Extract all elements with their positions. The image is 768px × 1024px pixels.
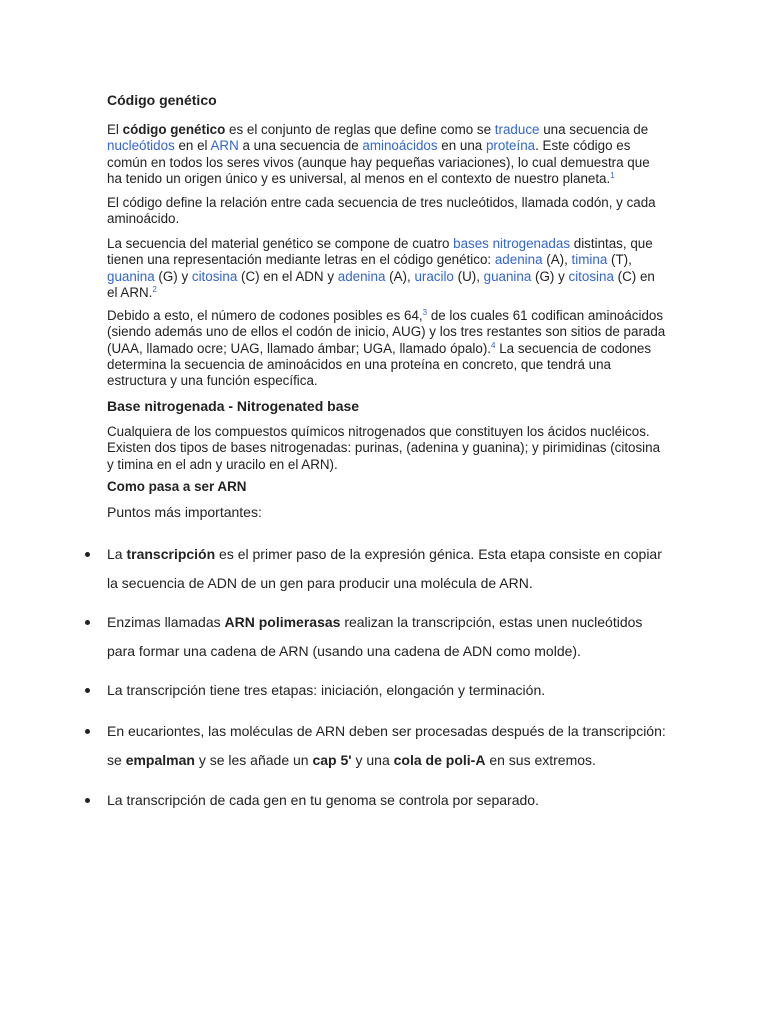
- text: una secuencia de: [539, 122, 649, 137]
- text: en el: [174, 138, 211, 154]
- list-item: [0, 717, 768, 775]
- list-item-text: [107, 717, 667, 775]
- link-adenina-arn[interactable]: adenina: [337, 268, 386, 284]
- text: realizan la transcripción, estas unen nucleótidos para formar una cadena de ARN (usando una cadena de ADN como molde).: [107, 614, 643, 659]
- text: a una secuencia de: [238, 138, 363, 154]
- text: (A),: [542, 252, 572, 268]
- intro-puntos: Puntos más importantes:: [107, 504, 262, 520]
- paragraph-codon-relation: El código define la relación entre cada secuencia de tres nucleótidos, llamada codón, y cada aminoácido.: [107, 195, 656, 227]
- text: (C) en el ADN y: [237, 268, 338, 284]
- text: (G) y: [154, 268, 192, 284]
- link-aminoacidos[interactable]: aminoácidos: [362, 138, 438, 154]
- bullet-icon: [85, 688, 90, 693]
- bold-term: ARN polimerasas: [224, 614, 341, 630]
- text: en una: [437, 138, 486, 154]
- bullet-icon: [85, 620, 90, 625]
- text: (U),: [453, 268, 484, 284]
- text: y una: [351, 752, 394, 768]
- text: de los cuales 61 codifican aminoácidos (siendo además uno de ellos el codón de inicio, AUG) y los tres restantes son sitios de parada (UAA, llamado ocre; UAG, llamado ámbar; UGA, llamado ópalo).: [107, 308, 666, 356]
- list-item-text: [107, 608, 667, 666]
- text: (A),: [385, 268, 415, 284]
- link-traduce[interactable]: traduce: [494, 122, 540, 137]
- link-nucleotidos[interactable]: nucleótidos: [107, 138, 175, 154]
- list-item-text: La transcripción de cada gen en tu genoma se controla por separado.: [107, 792, 539, 808]
- link-arn[interactable]: ARN: [210, 138, 239, 154]
- footnote-ref-2[interactable]: 2: [152, 284, 157, 294]
- bold-term: cola de poli-A: [393, 752, 486, 768]
- text: (T),: [607, 252, 632, 268]
- heading-como-pasa-arn: Como pasa a ser ARN: [107, 479, 247, 494]
- bullet-icon: [85, 729, 90, 734]
- heading-base-nitrogenada: Base nitrogenada - Nitrogenated base: [107, 398, 360, 414]
- text: La secuencia del material genético se compone de cuatro: [107, 236, 454, 251]
- text: y se les añade un: [194, 752, 313, 768]
- list-item: [0, 608, 768, 666]
- bold-term: código genético: [122, 122, 226, 137]
- link-citosina-arn[interactable]: citosina: [568, 268, 614, 284]
- text: (C) en el ARN.: [107, 268, 655, 300]
- text: es el primer paso de la expresión génica. Esta etapa consiste en copiar la secuencia de ADN de un gen para producir una molécula de ARN.: [107, 546, 662, 591]
- list-item: [0, 540, 768, 598]
- key-points-list: [0, 540, 768, 815]
- bullet-icon: [85, 552, 90, 557]
- heading-codigo-genetico: Código genético: [107, 92, 217, 108]
- link-uracilo[interactable]: uracilo: [414, 268, 454, 284]
- text: distintas, que tienen una representación mediante letras en el código genético:: [107, 236, 653, 268]
- link-timina[interactable]: timina: [571, 252, 608, 268]
- text: La secuencia de codones determina la secuencia de aminoácidos en una proteína en concreto, que tendrá una estructura y una función específica.: [107, 340, 652, 389]
- list-item-text: [107, 540, 667, 598]
- footnote-ref-4[interactable]: 4: [491, 340, 496, 350]
- text: es el conjunto de reglas que define como se: [225, 122, 495, 137]
- list-item-text: La transcripción tiene tres etapas: iniciación, elongación y terminación.: [107, 682, 546, 698]
- bold-term: cap 5': [312, 752, 352, 768]
- footnote-ref-1[interactable]: 1: [610, 170, 615, 180]
- link-adenina[interactable]: adenina: [494, 252, 543, 268]
- paragraph-codones: [107, 308, 667, 389]
- bold-term: transcripción: [126, 546, 216, 562]
- list-item: [0, 786, 768, 815]
- text: (G) y: [531, 268, 569, 284]
- link-citosina[interactable]: citosina: [191, 268, 238, 284]
- paragraph-base-nitrogenada: Cualquiera de los compuestos químicos nitrogenados que constituyen los ácidos nucléicos. Existen dos tipos de bases nitrogenadas: purinas, (adenina y guanina); y pirimidinas (citosina y timina en el adn y uracilo en el ARN).: [107, 424, 661, 472]
- text: Enzimas llamadas: [107, 614, 225, 630]
- footnote-ref-3[interactable]: 3: [422, 308, 428, 317]
- link-bases-nitrogenadas[interactable]: bases nitrogenadas: [453, 236, 571, 251]
- link-guanina[interactable]: guanina: [107, 268, 155, 284]
- text: en sus extremos.: [485, 752, 596, 768]
- text: La: [107, 546, 127, 562]
- text: Debido a esto, el número de codones posibles es 64,: [107, 308, 423, 323]
- bold-term: empalman: [125, 752, 195, 768]
- text: . Este código es común en todos los seres vivos (aunque hay pequeñas variaciones), lo cual demuestra que ha tenido un origen único y es universal, al menos en el contexto de nuestro planeta.: [107, 138, 650, 186]
- link-proteina[interactable]: proteína: [485, 138, 536, 154]
- text: En eucariontes, las moléculas de ARN deben ser procesadas después de la transcripción: se: [107, 723, 666, 768]
- bullet-icon: [85, 798, 90, 803]
- list-item: [0, 676, 768, 705]
- text: El: [107, 122, 123, 137]
- link-guanina-arn[interactable]: guanina: [483, 268, 532, 284]
- paragraph-codigo-definition: [107, 122, 667, 187]
- paragraph-bases-letters: [107, 236, 667, 301]
